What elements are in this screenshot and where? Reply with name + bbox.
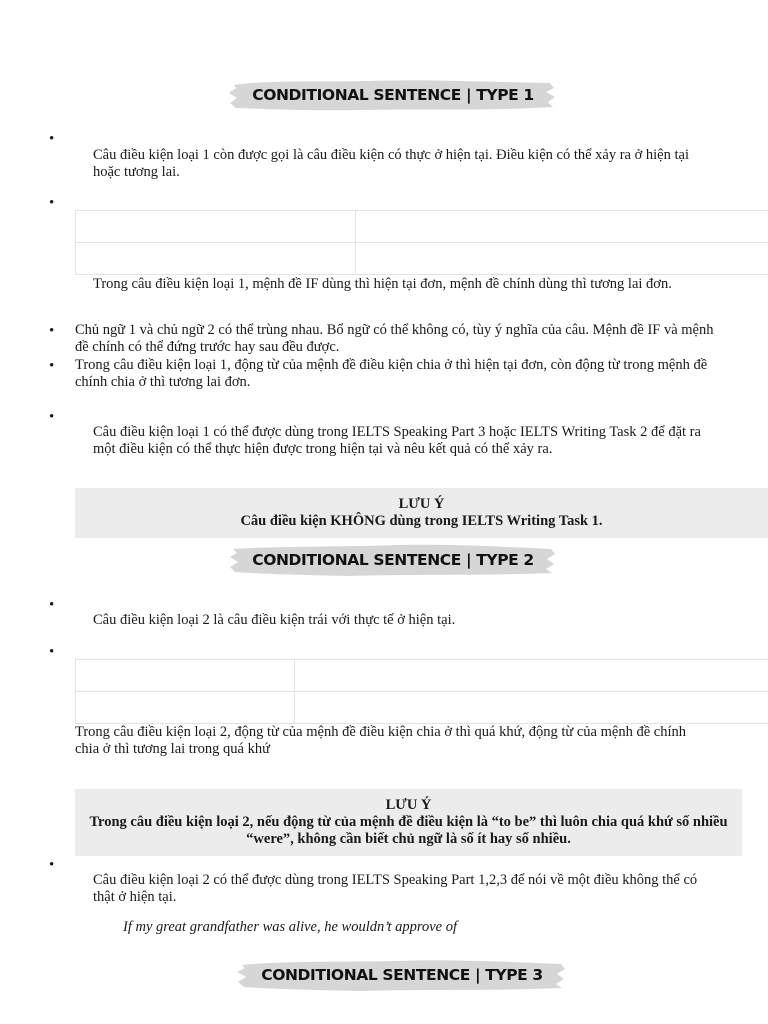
note-title: LƯU Ý [385, 797, 432, 813]
table-row [76, 692, 768, 724]
table-cell [356, 211, 768, 243]
table-cell [76, 211, 356, 243]
type1-note-box [75, 488, 768, 538]
type1-point-2: Trong câu điều kiện loại 1, động từ của mệnh đề điều kiện chia ở thì hiện tại đơn, còn động từ trong mệnh đề chính chia ở thì tương lai đơn. [75, 357, 708, 390]
table-cell [76, 243, 356, 275]
type2-structure-note: Trong câu điều kiện loại 2, động từ của mệnh đề điều kiện chia ở thì quá khứ, động từ của mệnh đề chính chia ở thì tương lai trong quá khứ [75, 724, 686, 757]
bullet-marker: • [49, 195, 55, 211]
type1-usage: Câu điều kiện loại 1 có thể được dùng trong IELTS Speaking Part 3 hoặc IELTS Writing Task 2 để đặt ra một điều kiện có thể thực hiện được trong hiện tại và nêu kết quả có thể xảy ra. [93, 424, 701, 457]
bullet-marker: • [49, 644, 55, 660]
bullet-marker: • [49, 597, 55, 613]
type1-title: CONDITIONAL SENTENCE | TYPE 1 [252, 85, 534, 104]
bullet-marker: • [49, 409, 55, 425]
bullet-marker: • [49, 857, 55, 873]
type2-title: CONDITIONAL SENTENCE | TYPE 2 [252, 550, 534, 569]
type1-structure-note: Trong câu điều kiện loại 1, mệnh đề IF dùng thì hiện tại đơn, mệnh đề chính dùng thì tương lai đơn. [93, 276, 672, 292]
type2-example: If my great grandfather was alive, he wouldn’t approve of [123, 919, 457, 935]
type3-title-banner [236, 956, 568, 994]
table-cell [295, 660, 768, 692]
table-cell [295, 692, 768, 724]
table-cell [76, 660, 295, 692]
note-title: LƯU Ý [398, 496, 445, 512]
note-text: Trong câu điều kiện loại 2, nếu động từ của mệnh đề điều kiện là “to be” thì luôn chia quá khứ số nhiều “were”, không cần biết chủ ngữ là số ít hay số nhiều. [89, 814, 728, 847]
type2-note-box [75, 789, 742, 856]
table-cell [76, 692, 295, 724]
bullet-marker: • [49, 323, 55, 339]
table-cell [356, 243, 768, 275]
type1-title-banner [228, 76, 558, 114]
bullet-marker: • [49, 358, 55, 374]
table-row [76, 243, 768, 275]
type2-title-banner [228, 541, 558, 579]
type3-title: CONDITIONAL SENTENCE | TYPE 3 [261, 965, 543, 984]
table-row [76, 211, 768, 243]
type2-definition: Câu điều kiện loại 2 là câu điều kiện trái với thực tế ở hiện tại. [93, 612, 456, 628]
type2-structure-table [75, 659, 768, 724]
type1-point-1: Chủ ngữ 1 và chủ ngữ 2 có thể trùng nhau. Bổ ngữ có thể không có, tùy ý nghĩa của câu. Mệnh đề IF và mệnh đề chính có thể đứng trước hay sau đều được. [75, 322, 714, 355]
type1-definition: Câu điều kiện loại 1 còn được gọi là câu điều kiện có thực ở hiện tại. Điều kiện có thể xảy ra ở hiện tại hoặc tương lai. [93, 147, 689, 180]
note-text: Câu điều kiện KHÔNG dùng trong IELTS Writing Task 1. [240, 513, 603, 529]
table-row [76, 660, 768, 692]
bullet-marker: • [49, 131, 55, 147]
type1-structure-table [75, 210, 768, 275]
type2-usage: Câu điều kiện loại 2 có thể được dùng trong IELTS Speaking Part 1,2,3 để nói về một điều không thể có thật ở hiện tại. [93, 872, 698, 905]
